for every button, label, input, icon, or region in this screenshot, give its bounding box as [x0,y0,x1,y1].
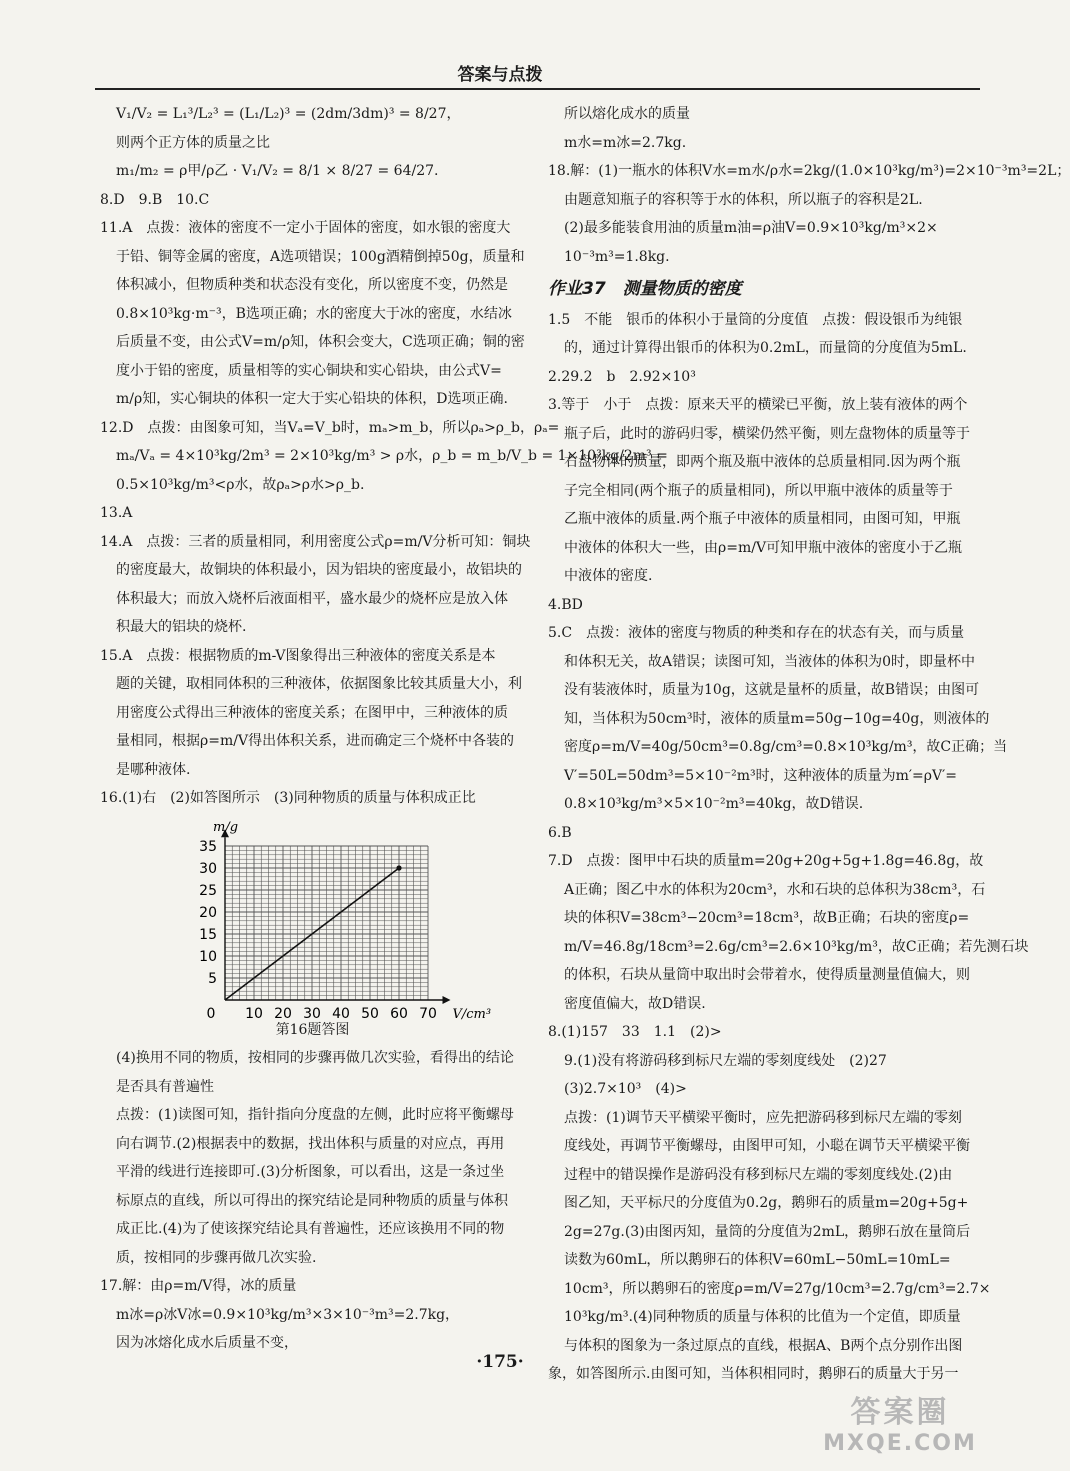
page-header [0,60,1000,90]
text-line: 于铅、铜等金属的密度，A选项错误；100g酒精倒掉50g，质量和 [116,248,525,265]
text-line: 中液体的体积大一些，由ρ=m/V可知甲瓶中液体的密度小于乙瓶 [564,539,963,556]
text-line: 是哪种液体. [116,761,191,778]
text-line: 是否具有普遍性 [116,1078,214,1095]
text-line: 13.A [100,505,133,521]
mass-volume-chart-svg [100,815,525,1020]
text-line: 乙瓶中液体的质量.两个瓶子中液体的质量相同，由图可知，甲瓶 [564,511,961,527]
text-line: 子完全相同(两个瓶子的质量相同)，所以甲瓶中液体的质量等于 [564,482,953,499]
y-tick-label: 10 [199,948,217,965]
text-line: 标原点的直线，所以可得出的探究结论是同种物质的质量与体积 [116,1192,508,1209]
text-line: 和体积无关，故A错误；读图可知，当液体的体积为0时，即量杯中 [564,653,976,670]
text-line: 体积减小，但物质种类和状态没有变化，所以密度不变，仍然是 [116,277,508,293]
right-column [548,100,1070,1389]
text-line: 14.A 点拨：三者的质量相同，利用密度公式ρ=m/V分析可知：铜块 [100,533,531,550]
text-line: 度小于铅的密度，质量相等的实心铜块和实心铅块，由公式V= [116,362,502,379]
text-line: 的，通过计算得出银币的体积为0.2mL，而量筒的分度值为5mL. [564,340,967,356]
text-line: 17.解：由ρ=m/V得，冰的质量 [100,1278,297,1294]
section-heading: 作业37 测量物质的密度 [548,279,742,299]
text-line: 10cm³，所以鹅卵石的密度ρ=m/V=27g/10cm³=2.7g/cm³=2.7× [564,1280,991,1297]
text-line: 的体积，石块从量筒中取出时会带着水，使得质量测量值偏大，则 [564,967,970,983]
text-line: (2)最多能装食用油的质量m油=ρ油V=0.9×10³kg/m³×2× [564,220,938,236]
y-tick-label: 15 [199,926,217,943]
text-line: 12.D 点拨：由图象可知，当Vₐ=V_b时，mₐ>m_b，所以ρₐ>ρ_b，ρₐ= [100,419,560,436]
text-line: 8.D 9.B 10.C [100,191,210,208]
x-tick-label: 40 [332,1005,350,1022]
text-line: 题的关键，取相同体积的三种液体，依据图象比较其质量大小，利 [116,676,522,692]
header-rule [95,88,980,90]
text-line: 平滑的线进行连接即可.(3)分析图象，可以看出，这是一条过坐 [116,1164,505,1180]
text-line: 6.B [548,824,572,841]
text-line: (3)2.7×10³ (4)> [564,1081,687,1097]
text-line: 1.5 不能 银币的体积小于量筒的分度值 点拨：假设银币为纯银 [548,311,963,328]
text-line: V₁/V₂ = L₁³/L₂³ = (L₁/L₂)³ = (2dm/3dm)³ = 8/27， [116,106,461,122]
watermark-line1: 答案圈 [850,1395,950,1430]
text-line: 则两个正方体的质量之比 [116,134,270,151]
text-line: m冰=ρ冰V冰=0.9×10³kg/m³×3×10⁻³m³=2.7kg， [116,1306,460,1323]
text-line: 象，如答图所示.由图可知，当体积相同时，鹅卵石的质量大于另一 [548,1366,959,1382]
text-line: m/V=46.8g/18cm³=2.6g/cm³=2.6×10³kg/m³，故C正确；若先测石块 [564,938,1029,955]
text-line: 没有装液体时，质量为10g，这就是量杯的质量，故B错误；由图可 [564,682,980,698]
text-line: 15.A 点拨：根据物质的m-V图象得出三种液体的密度关系是本 [100,647,496,664]
right-text-block-2 [548,306,1029,1389]
text-line: 10⁻³m³=1.8kg. [564,248,670,265]
text-line: 由题意知瓶子的容积等于水的体积，所以瓶子的容积是2L. [564,191,923,208]
text-line: 5.C 点拨：液体的密度与物质的种类和存在的状态有关，而与质量 [548,625,965,641]
x-axis-arrow [443,996,451,1004]
text-line: A正确；图乙中水的体积为20cm³，水和石块的总体积为38cm³，石 [564,881,986,898]
y-tick-label: 30 [199,860,217,877]
text-line: 与体积的图象为一条过原点的直线，根据A、B两个点分别作出图 [564,1337,963,1354]
text-line: 密度值偏大，故D错误. [564,995,706,1012]
right-text-block [548,100,1070,271]
text-line: 度线处，再调节平衡螺母，由图甲可知，小聪在调节天平横梁平衡 [564,1138,970,1154]
x-tick-label: 20 [274,1005,292,1022]
x-tick-label: 50 [361,1005,379,1022]
text-line: 4.BD [548,596,583,613]
y-tick-label: 20 [199,904,217,921]
x-tick-label: 30 [303,1005,321,1022]
text-line: 3.等于 小于 点拨：原来天平的横梁已平衡，放上装有液体的两个 [548,397,968,413]
text-line: 16.(1)右 (2)如答图所示 (3)同种物质的质量与体积成正比 [100,790,476,806]
text-line: 过程中的错误操作是游码没有移到标尺左端的零刻度线处.(2)由 [564,1166,953,1183]
text-line: 量相同，根据ρ=m/V得出体积关系，进而确定三个烧杯中各装的 [116,733,515,749]
x-tick-label: 60 [390,1005,408,1022]
text-line: 块的体积V=38cm³−20cm³=18cm³，故B正确；石块的密度ρ= [564,910,970,926]
text-line: 质，按相同的步骤再做几次实验. [116,1249,317,1266]
y-tick-label: 5 [208,970,217,987]
left-text-block-2 [100,1044,525,1358]
text-line: 成正比.(4)为了使该探究结论具有普遍性，还应该换用不同的物 [116,1221,505,1237]
x-tick-label: 70 [419,1005,437,1022]
header-title: 答案与点拨 [457,65,543,85]
watermark-logo [820,1395,980,1460]
text-line: (4)换用不同的物质，按相同的步骤再做几次实验，看得出的结论 [116,1050,514,1066]
text-line: mₐ/Vₐ = 4×10³kg/2m³ = 2×10³kg/m³ > ρ水，ρ_b = m_b/V_b = 1×10³kg/2m³ = [116,448,668,464]
text-line: 用密度公式得出三种液体的密度关系；在图甲中，三种液体的质 [116,704,508,721]
text-line: 知，当体积为50cm³时，液体的质量m=50g−10g=40g，则液体的 [564,710,990,727]
text-line: m₁/m₂ = ρ甲/ρ乙 · V₁/V₂ = 8/1 × 8/27 = 64/27. [116,163,439,179]
text-line: 向右调节.(2)根据表中的数据，找出体积与质量的对应点，再用 [116,1135,505,1152]
y-tick-label: 35 [199,838,217,855]
y-tick-label: 25 [199,882,217,899]
text-line: 积最大的铝块的烧杯. [116,619,247,635]
text-line: 因为冰熔化成水后质量不变， [116,1335,298,1351]
text-line: 2.29.2 b 2.92×10³ [548,368,696,385]
text-line: 右盘物体的质量，即两个瓶及瓶中液体的总质量相同.因为两个瓶 [564,454,961,470]
text-line: 2g=27g.(3)由图丙知，量筒的分度值为2mL，鹅卵石放在量筒后 [564,1223,971,1240]
text-line: 读数为60mL，所以鹅卵石的体积V=60mL−50mL=10mL= [564,1252,951,1268]
page-number: ·175· [476,1352,524,1372]
text-line: 点拨：(1)读图可知，指针指向分度盘的左侧，此时应将平衡螺母 [116,1107,514,1123]
x-axis-label: V/cm³ [452,1006,492,1022]
mass-volume-chart [100,815,525,1020]
text-line: 中液体的密度. [564,568,653,584]
text-line: 所以熔化成水的质量 [564,106,690,122]
x-tick-label: 0 [206,1005,216,1022]
data-point [396,865,401,870]
text-line: 点拨：(1)调节天平横梁平衡时，应先把游码移到标尺左端的零刻 [564,1109,962,1126]
text-line: 瓶子后，此时的游码归零，横梁仍然平衡，则左盘物体的质量等于 [564,425,970,442]
text-line: 体积最大；而放入烧杯后液面相平，盛水最少的烧杯应是放入体 [116,590,508,607]
text-line: V′=50L=50dm³=5×10⁻²m³时，这种液体的质量为m′=ρV′= [564,767,958,784]
text-line: 9.(1)没有将游码移到标尺左端的零刻度线处 (2)27 [564,1052,887,1069]
text-line: 图乙知，天平标尺的分度值为0.2g，鹅卵石的质量m=20g+5g+ [564,1195,969,1211]
text-line: 密度ρ=m/V=40g/50cm³=0.8g/cm³=0.8×10³kg/m³，故C正确；当 [564,739,1008,755]
text-line: m/ρ知，实心铜块的体积一定大于实心铅块的体积，D选项正确. [116,391,508,407]
text-line: 10³kg/m³.(4)同种物质的质量与体积的比值为一个定值，即质量 [564,1309,961,1325]
text-line: m水=m冰=2.7kg. [564,134,687,151]
text-line: 7.D 点拨：图甲中石块的质量m=20g+20g+5g+1.8g=46.8g，故 [548,853,984,869]
text-line: 11.A 点拨：液体的密度不一定小于固体的密度，如水银的密度大 [100,220,511,236]
text-line: 0.5×10³kg/m³<ρ水，故ρₐ>ρ水>ρ_b. [116,476,365,493]
text-line: 的密度最大，故铜块的体积最小，因为铝块的密度最小，故铝块的 [116,562,522,578]
x-tick-label: 10 [245,1005,263,1022]
watermark-line2: MXQE.COM [823,1431,977,1456]
text-line: 0.8×10³kg/m³×5×10⁻²m³=40kg，故D错误. [564,796,864,812]
chart-caption: 第16题答图 [275,1021,350,1038]
text-line: 后质量不变，由公式V=m/ρ知，体积会变大，C选项正确；铜的密 [116,334,525,350]
text-line: 8.(1)157 33 1.1 (2)> [548,1024,722,1040]
text-line: 18.解：(1)一瓶水的体积V水=m水/ρ水=2kg/(1.0×10³kg/m³)=2×10⁻³m³=2L； [548,163,1070,179]
y-axis-label: m/g [213,819,239,835]
text-line: 0.8×10³kg·m⁻³，B选项正确；水的密度大于冰的密度，水结冰 [116,305,512,322]
